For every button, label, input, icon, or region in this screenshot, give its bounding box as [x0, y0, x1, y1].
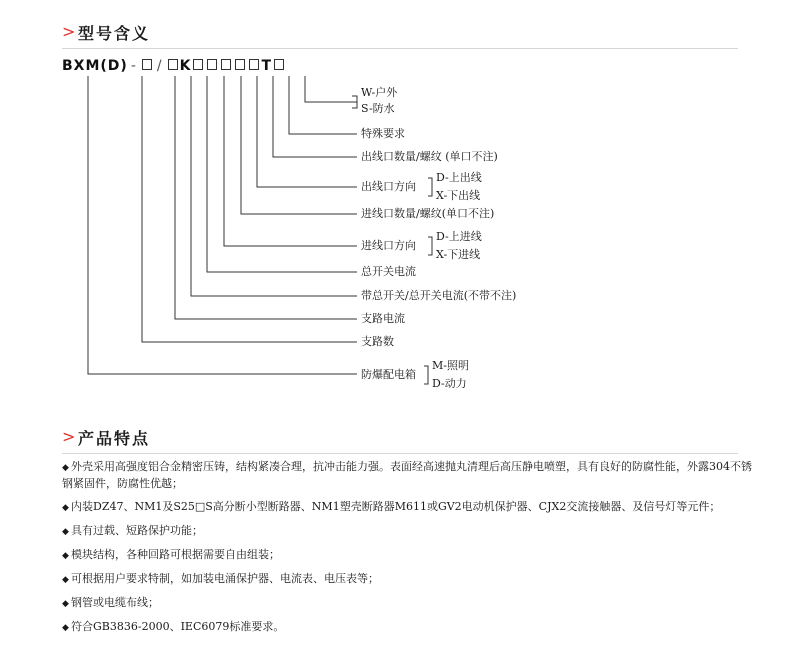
label-special: 特殊要求 — [361, 127, 405, 140]
model-prefix: BXM(D) — [62, 58, 128, 74]
diamond-bullet-icon: ◆ — [62, 503, 69, 513]
arrow-icon: > — [62, 427, 76, 446]
feature-text: 钢管或电缆布线； — [71, 596, 159, 609]
label-outdoor: W-户外 — [361, 86, 398, 99]
connector-line — [273, 76, 357, 157]
feature-text: 具有过载、短路保护功能； — [71, 524, 203, 537]
bracket — [428, 237, 432, 255]
label-outlet-count: 出线口数量/螺纹 (单口不注) — [361, 150, 498, 163]
arrow-icon: > — [62, 22, 76, 41]
list-item — [62, 523, 752, 540]
section-header-features — [62, 427, 738, 454]
model-k: K — [179, 58, 192, 74]
feature-text: 模块结构，各种回路可根据需要自由组装； — [71, 548, 280, 561]
diamond-bullet-icon: ◆ — [62, 527, 69, 537]
feature-text: 内装DZ47、NM1及S25□S高分断小型断路器、NM1塑壳断路器M611或GV2电动机保护器、CJX2交流接触器、及信号灯等元件； — [71, 500, 721, 513]
list-item — [62, 547, 752, 564]
label-inlet-dir: 进线口方向 — [361, 239, 416, 252]
bracket — [424, 366, 428, 384]
list-item — [62, 571, 752, 588]
connector-line — [191, 76, 357, 296]
label-branch-current: 支路电流 — [361, 312, 405, 325]
label-outlet-dir: 出线口方向 — [361, 180, 416, 193]
connector-line — [207, 76, 357, 272]
diamond-bullet-icon: ◆ — [62, 575, 69, 585]
diamond-bullet-icon: ◆ — [62, 551, 69, 561]
list-item — [62, 595, 752, 612]
label-inlet-count: 进线口数量/螺纹(单口不注) — [361, 207, 495, 220]
connector-line — [289, 76, 357, 134]
list-item — [62, 619, 752, 636]
diamond-bullet-icon: ◆ — [62, 599, 69, 609]
list-item — [62, 499, 752, 516]
label-waterproof: S-防水 — [361, 102, 395, 115]
connector-line — [305, 76, 357, 102]
feature-text: 符合GB3836-2000、IEC6079标准要求。 — [71, 620, 285, 633]
bracket — [428, 178, 432, 196]
connector-line — [241, 76, 357, 214]
label-main-current: 总开关电流 — [361, 265, 416, 278]
list-item — [62, 459, 752, 492]
label-branch-count: 支路数 — [361, 335, 394, 348]
diamond-bullet-icon: ◆ — [62, 623, 69, 633]
label-outlet-down: X-下出线 — [436, 189, 481, 202]
label-with-main: 带总开关/总开关电流(不带不注) — [361, 289, 517, 302]
feature-list — [62, 459, 752, 643]
section-title: 型号含义 — [78, 24, 151, 43]
connector-line — [175, 76, 357, 319]
label-inlet-down: X-下进线 — [436, 248, 481, 261]
dash: - — [130, 58, 137, 74]
label-box: 防爆配电箱 — [361, 368, 416, 381]
connector-line — [142, 76, 357, 342]
label-power: D-动力 — [432, 377, 467, 390]
label-inlet-up: D-上进线 — [436, 230, 482, 243]
label-outlet-up: D-上出线 — [436, 171, 482, 184]
model-t: T — [261, 58, 273, 74]
connector-line — [88, 76, 357, 374]
diamond-bullet-icon: ◆ — [62, 463, 69, 473]
connector-line — [257, 76, 357, 187]
feature-text: 可根据用户要求特制，如加装电涌保护器、电流表、电压表等； — [71, 572, 379, 585]
section-title: 产品特点 — [78, 429, 151, 448]
feature-text: 外壳采用高强度铝合金精密压铸，结构紧凑合理，抗冲击能力强。表面经高速抛丸清理后高压静电喷塑，具有良好的防腐性能，外露304不锈钢紧固件，防腐性优越； — [62, 460, 752, 490]
slash: / — [156, 58, 163, 74]
label-lighting: M-照明 — [432, 359, 469, 372]
